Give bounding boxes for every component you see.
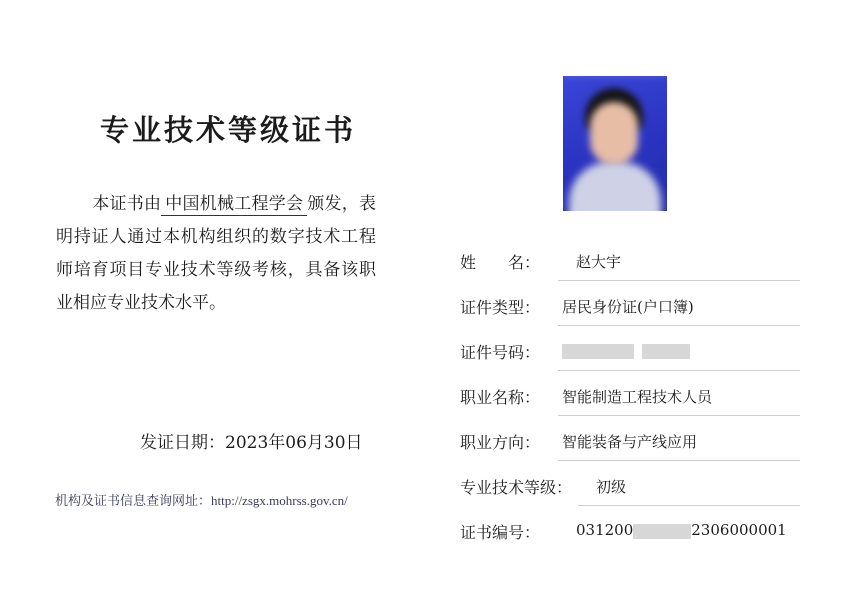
certificate-fields [460, 242, 800, 557]
field-label-id-number: 证件号码： [460, 343, 541, 362]
field-value-id-type: 居民身份证(户口簿) [562, 298, 694, 316]
field-value-wrap-name [558, 242, 800, 281]
page-title: 专业技术等级证书 [100, 113, 357, 147]
field-value-wrap-id-type [558, 287, 800, 326]
avatar [563, 76, 667, 211]
field-row-direction [460, 422, 800, 467]
field-label-id-type: 证件类型： [460, 298, 541, 317]
field-label-occupation: 职业名称： [460, 388, 541, 407]
certificate-body-text [56, 188, 376, 320]
certificate-left-column [0, 0, 430, 614]
field-row-occupation [460, 377, 800, 422]
photo-blur-overlay [563, 76, 667, 211]
field-label-level: 专业技术等级： [460, 478, 573, 497]
issuing-organization: 中国机械工程学会 [161, 194, 307, 216]
redaction-block [642, 344, 690, 359]
field-value-wrap-occupation [558, 377, 800, 416]
redaction-block [633, 524, 691, 539]
field-row-level [460, 467, 800, 512]
field-value-wrap-direction [558, 422, 800, 461]
issue-date [140, 428, 363, 453]
issue-date-label: 发证日期： [140, 433, 225, 453]
cert-number-suffix: 2306000001 [691, 521, 787, 539]
verification-url[interactable]: http://zsgx.mohrss.gov.cn/ [211, 493, 348, 508]
field-label-name: 姓 名： [460, 253, 541, 272]
field-value-id-number [562, 341, 690, 359]
certificate-right-column [430, 0, 861, 614]
field-row-id-type [460, 287, 800, 332]
footer-note-label: 机构及证书信息查询网址： [55, 494, 212, 509]
field-value-wrap-id-number [558, 332, 800, 371]
field-row-name [460, 242, 800, 287]
redaction-block [562, 344, 634, 359]
field-value-wrap-cert-number [558, 512, 800, 550]
body-suffix: 颁发，表明持证人通过本机构组织的数字技术工程师培育项目专业技术等级考核，具备该职业相应专业技术水平。 [56, 194, 376, 313]
field-value-direction: 智能装备与产线应用 [562, 433, 698, 451]
issue-date-value: 2023年06月30日 [225, 433, 363, 453]
field-row-cert-number [460, 512, 800, 557]
field-value-cert-number [576, 521, 787, 539]
body-prefix: 本证书由 [92, 194, 162, 214]
field-row-id-number [460, 332, 800, 377]
field-value-name: 赵大宇 [576, 253, 622, 271]
field-value-occupation: 智能制造工程技术人员 [562, 388, 713, 406]
cert-number-prefix: 031200 [576, 521, 634, 539]
footer-note [55, 490, 348, 509]
field-value-wrap-level [578, 467, 800, 506]
field-value-level: 初级 [596, 478, 627, 496]
field-label-cert-number: 证书编号： [460, 523, 541, 542]
field-label-direction: 职业方向： [460, 433, 541, 452]
